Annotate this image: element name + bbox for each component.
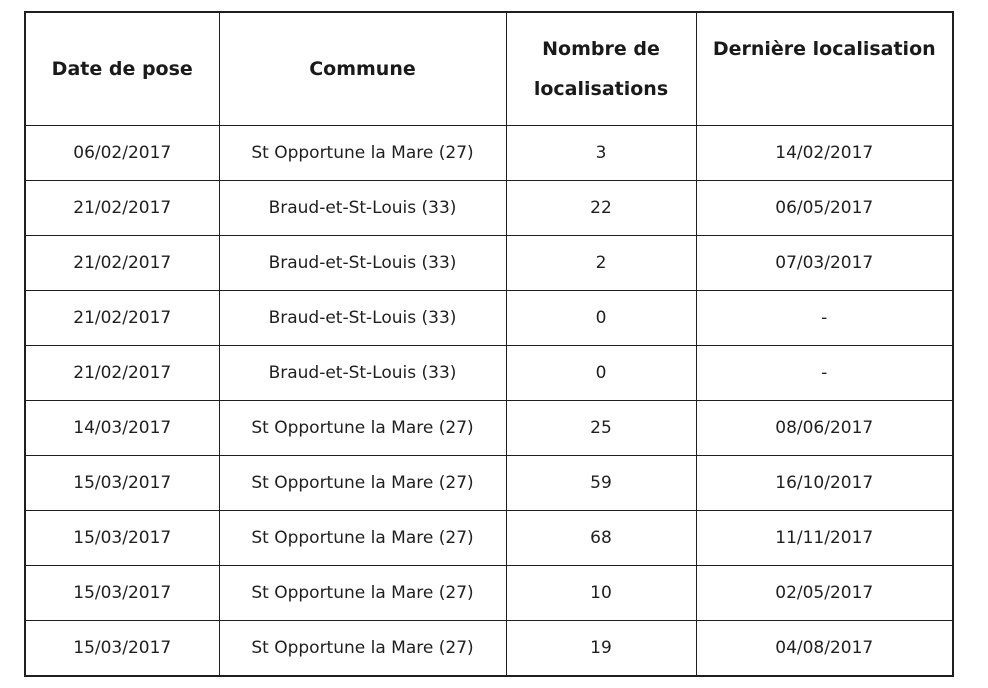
cell-date-de-pose: 14/03/2017	[25, 401, 219, 456]
cell-nombre-localisations: 0	[506, 346, 696, 401]
table-row	[25, 401, 953, 456]
cell-date-de-pose: 15/03/2017	[25, 566, 219, 621]
table-row	[25, 511, 953, 566]
cell-nombre-localisations: 59	[506, 456, 696, 511]
cell-derniere-localisation: 07/03/2017	[696, 236, 953, 291]
localisation-table	[24, 11, 954, 677]
cell-date-de-pose: 06/02/2017	[25, 126, 219, 181]
cell-commune: St Opportune la Mare (27)	[219, 566, 506, 621]
cell-derniere-localisation: 08/06/2017	[696, 401, 953, 456]
cell-nombre-localisations: 2	[506, 236, 696, 291]
table-row	[25, 346, 953, 401]
cell-derniere-localisation: -	[696, 291, 953, 346]
table-row	[25, 181, 953, 236]
header-commune: Commune	[219, 12, 506, 126]
cell-nombre-localisations: 25	[506, 401, 696, 456]
cell-derniere-localisation: 04/08/2017	[696, 621, 953, 677]
cell-commune: St Opportune la Mare (27)	[219, 401, 506, 456]
header-row	[25, 12, 953, 126]
cell-date-de-pose: 21/02/2017	[25, 181, 219, 236]
cell-derniere-localisation: 16/10/2017	[696, 456, 953, 511]
cell-nombre-localisations: 0	[506, 291, 696, 346]
table-row	[25, 126, 953, 181]
header-date-de-pose: Date de pose	[25, 12, 219, 126]
header-nombre-label: Nombre de localisations	[533, 38, 669, 100]
cell-commune: Braud-et-St-Louis (33)	[219, 236, 506, 291]
cell-date-de-pose: 15/03/2017	[25, 621, 219, 677]
table-body	[25, 126, 953, 677]
table-row	[25, 566, 953, 621]
header-nombre-de-localisations	[506, 12, 696, 126]
header-derniere-localisation: Dernière localisation	[696, 12, 953, 126]
cell-commune: St Opportune la Mare (27)	[219, 511, 506, 566]
cell-derniere-localisation: 11/11/2017	[696, 511, 953, 566]
cell-commune: St Opportune la Mare (27)	[219, 126, 506, 181]
cell-commune: St Opportune la Mare (27)	[219, 621, 506, 677]
cell-nombre-localisations: 68	[506, 511, 696, 566]
cell-commune: Braud-et-St-Louis (33)	[219, 291, 506, 346]
table-row	[25, 456, 953, 511]
cell-nombre-localisations: 22	[506, 181, 696, 236]
cell-date-de-pose: 15/03/2017	[25, 511, 219, 566]
cell-commune: St Opportune la Mare (27)	[219, 456, 506, 511]
cell-derniere-localisation: 06/05/2017	[696, 181, 953, 236]
cell-nombre-localisations: 19	[506, 621, 696, 677]
table-row	[25, 291, 953, 346]
cell-commune: Braud-et-St-Louis (33)	[219, 346, 506, 401]
table-header	[25, 12, 953, 126]
cell-derniere-localisation: -	[696, 346, 953, 401]
table-row	[25, 236, 953, 291]
cell-derniere-localisation: 02/05/2017	[696, 566, 953, 621]
cell-date-de-pose: 21/02/2017	[25, 236, 219, 291]
cell-nombre-localisations: 10	[506, 566, 696, 621]
cell-nombre-localisations: 3	[506, 126, 696, 181]
cell-date-de-pose: 15/03/2017	[25, 456, 219, 511]
cell-date-de-pose: 21/02/2017	[25, 346, 219, 401]
table-row	[25, 621, 953, 677]
cell-commune: Braud-et-St-Louis (33)	[219, 181, 506, 236]
cell-derniere-localisation: 14/02/2017	[696, 126, 953, 181]
cell-date-de-pose: 21/02/2017	[25, 291, 219, 346]
